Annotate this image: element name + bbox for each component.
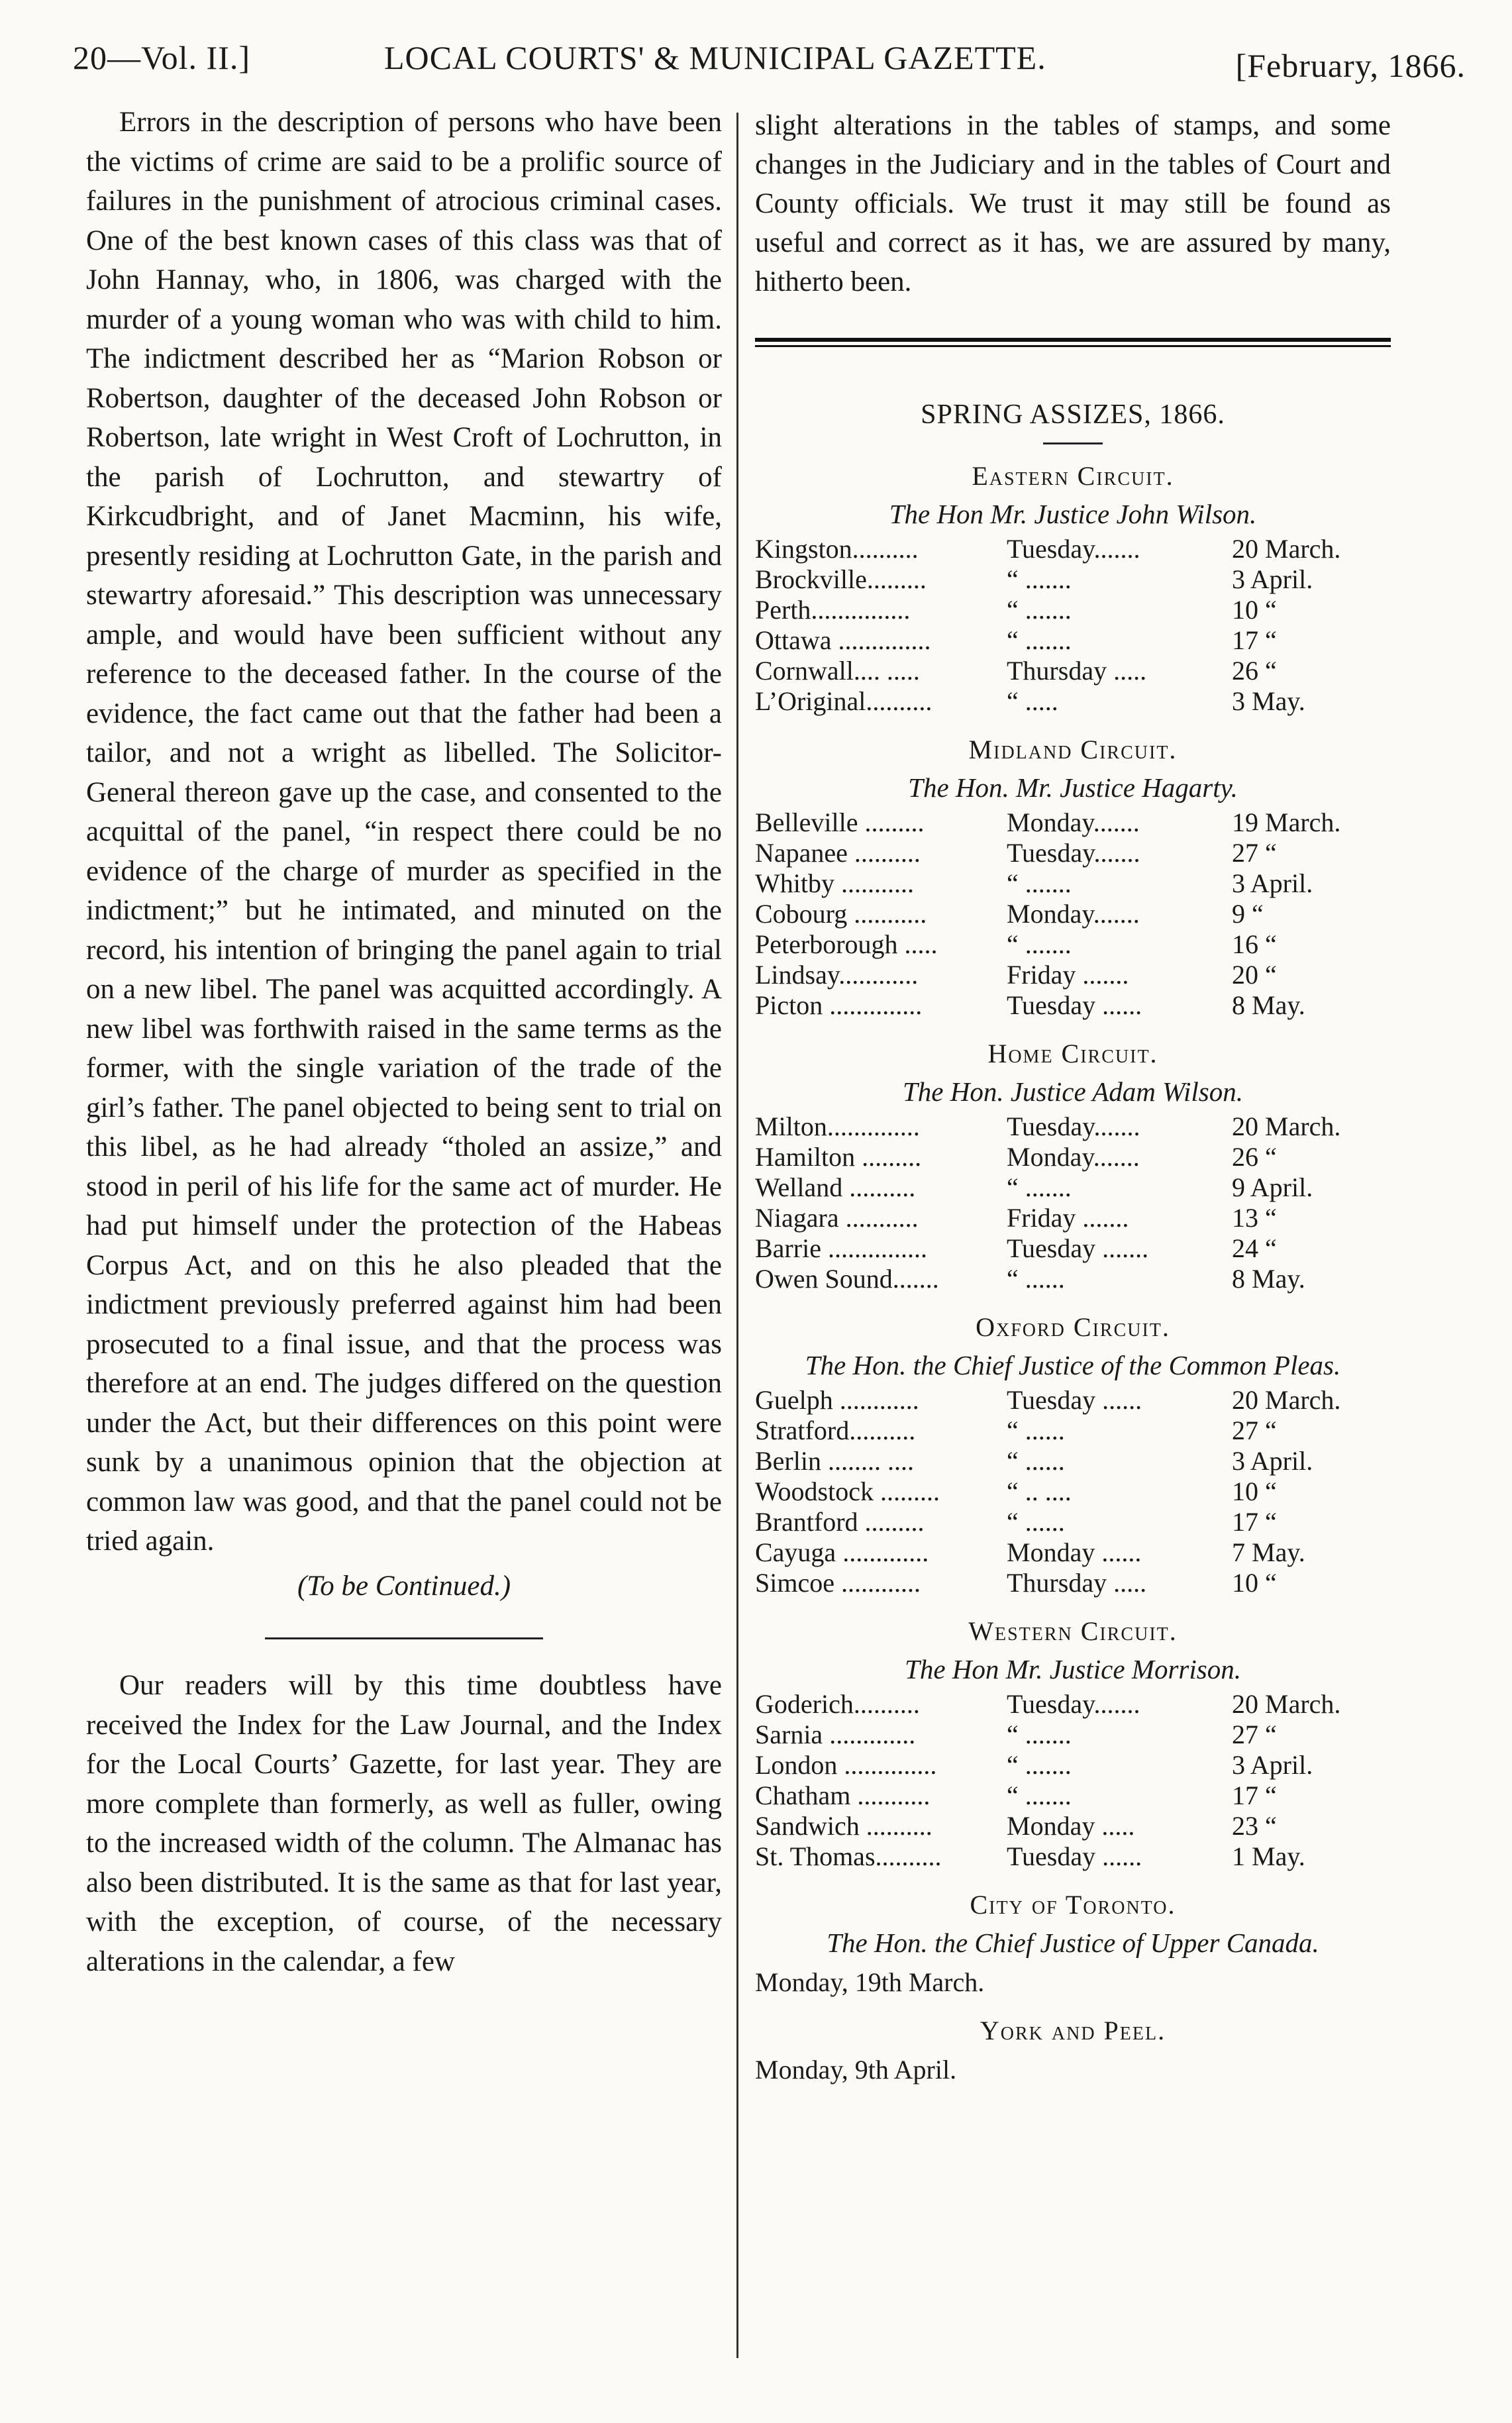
assize-date: 9 April. <box>1232 1172 1313 1202</box>
assize-date: 10 “ <box>1232 595 1277 625</box>
assize-date: 1 May. <box>1232 1841 1305 1871</box>
right-column <box>755 106 1391 2085</box>
assize-day: Thursday ..... <box>1007 656 1147 686</box>
assize-date: 27 “ <box>1232 1416 1277 1445</box>
assize-date: 10 “ <box>1232 1476 1277 1506</box>
assize-day: “ ....... <box>1007 564 1072 594</box>
assize-row <box>755 1233 1391 1264</box>
assize-place: Ottawa .............. <box>755 625 931 655</box>
assize-row <box>755 595 1391 625</box>
assize-row <box>755 929 1391 960</box>
assize-row <box>755 990 1391 1021</box>
assize-row <box>755 1720 1391 1750</box>
assize-place: Cayuga ............. <box>755 1537 929 1567</box>
continued-paragraph: slight alterations in the tables of stamps, and some changes in the Judiciary and in the tables of Court and County officials. We trust it may still be found as useful and correct as it has, we are assured by many, hitherto been. <box>755 110 1391 297</box>
assize-place: Lindsay............ <box>755 960 919 990</box>
assize-place: Guelph ............ <box>755 1385 919 1415</box>
assize-day: “ ...... <box>1007 1446 1065 1476</box>
circuit-heading: Midland Circuit. <box>968 735 1178 764</box>
assize-row <box>755 1689 1391 1720</box>
assize-row <box>755 868 1391 899</box>
assize-row <box>755 1537 1391 1568</box>
page-number: 20—Vol. II.] <box>73 39 251 76</box>
assize-place: Goderich.......... <box>755 1689 920 1719</box>
toronto-date: Monday, 19th March. <box>755 1967 985 1997</box>
assize-date: 17 “ <box>1232 625 1277 655</box>
circuit-justice: The Hon Mr. Justice Morrison. <box>905 1654 1241 1684</box>
circuit-block <box>755 460 1391 717</box>
assize-day: Tuesday....... <box>1007 1689 1140 1719</box>
assize-day: Tuesday ...... <box>1007 990 1142 1020</box>
assize-row <box>755 807 1391 838</box>
assize-date: 20 March. <box>1232 1385 1341 1415</box>
circuit-heading: Home Circuit. <box>987 1039 1158 1068</box>
assize-row <box>755 564 1391 595</box>
assize-day: Friday ....... <box>1007 1203 1129 1233</box>
york-date: Monday, 9th April. <box>755 2055 957 2085</box>
assize-row <box>755 1507 1391 1537</box>
assize-date: 16 “ <box>1232 929 1277 959</box>
section-rule <box>265 1637 543 1639</box>
assize-day: “ .. .... <box>1007 1476 1072 1506</box>
circuit-heading: Eastern Circuit. <box>972 461 1174 491</box>
assize-date: 20 March. <box>1232 534 1341 564</box>
assize-day: Monday ...... <box>1007 1537 1142 1567</box>
assize-day: “ ....... <box>1007 868 1072 898</box>
assize-place: Peterborough ..... <box>755 929 938 959</box>
assize-row <box>755 656 1391 686</box>
assize-place: Sandwich .......... <box>755 1811 932 1841</box>
assize-day: Monday ..... <box>1007 1811 1135 1841</box>
assize-place: Chatham ........... <box>755 1780 931 1810</box>
assize-row <box>755 1446 1391 1476</box>
toronto-heading: City of Toronto. <box>970 1890 1176 1920</box>
assize-place: Owen Sound....... <box>755 1264 939 1294</box>
assize-date: 19 March. <box>1232 807 1341 837</box>
issue-date: [February, 1866. <box>1235 47 1466 84</box>
assize-row <box>755 1568 1391 1598</box>
assize-place: Berlin ........ .... <box>755 1446 914 1476</box>
assize-place: Barrie ............... <box>755 1233 927 1263</box>
assize-row <box>755 1142 1391 1172</box>
title-rule <box>1043 442 1103 444</box>
assize-place: Niagara ........... <box>755 1203 919 1233</box>
circuit-heading: Western Circuit. <box>968 1616 1178 1646</box>
assize-date: 26 “ <box>1232 1142 1277 1172</box>
assize-day: Tuesday ...... <box>1007 1385 1142 1415</box>
assize-place: Picton .............. <box>755 990 923 1020</box>
assize-date: 17 “ <box>1232 1507 1277 1537</box>
circuit-heading: Oxford Circuit. <box>976 1312 1170 1342</box>
to-be-continued: (To be Continued.) <box>297 1570 511 1602</box>
toronto-justice: The Hon. the Chief Justice of Upper Canada. <box>827 1928 1319 1958</box>
assize-place: Welland .......... <box>755 1172 916 1202</box>
assize-place: Brantford ......... <box>755 1507 925 1537</box>
circuit-block <box>755 1312 1391 1598</box>
assize-date: 20 March. <box>1232 1689 1341 1719</box>
assize-date: 7 May. <box>1232 1537 1305 1567</box>
assize-day: Tuesday....... <box>1007 1111 1140 1141</box>
assize-date: 13 “ <box>1232 1203 1277 1233</box>
assize-day: “ ....... <box>1007 595 1072 625</box>
assize-row <box>755 1416 1391 1446</box>
assize-place: St. Thomas.......... <box>755 1841 942 1871</box>
circuit-block <box>755 734 1391 1021</box>
assize-place: Belleville ......... <box>755 807 925 837</box>
assize-place: Perth............... <box>755 595 911 625</box>
assize-day: “ ....... <box>1007 1780 1072 1810</box>
assize-day: Tuesday....... <box>1007 534 1140 564</box>
assize-date: 17 “ <box>1232 1780 1277 1810</box>
assize-date: 26 “ <box>1232 656 1277 686</box>
assize-place: Woodstock ......... <box>755 1476 940 1506</box>
assize-place: Whitby ........... <box>755 868 914 898</box>
assize-day: “ ....... <box>1007 1750 1072 1780</box>
assize-day: “ ....... <box>1007 1172 1072 1202</box>
assize-date: 3 April. <box>1232 564 1313 594</box>
assize-row <box>755 686 1391 717</box>
assize-row <box>755 1385 1391 1416</box>
index-paragraph: Our readers will by this time doubtless have received the Index for the Law Journal, and the Index for the Local Courts’ Gazette, for last year. They are more complete than formerly, as well as fuller, owing to the increased width of the column. The Almanac has also been distributed. It is the same as that for last year, with the exception, of course, of the necessary alterations in the calendar, a few <box>86 1670 722 1977</box>
assize-date: 24 “ <box>1232 1233 1277 1263</box>
assize-place: Napanee .......... <box>755 838 921 868</box>
assize-place: Hamilton ......... <box>755 1142 922 1172</box>
assize-row <box>755 1841 1391 1872</box>
assize-day: Monday....... <box>1007 899 1140 929</box>
assize-row <box>755 534 1391 564</box>
assize-day: “ ....... <box>1007 1720 1072 1749</box>
assize-row <box>755 1264 1391 1294</box>
assize-date: 20 March. <box>1232 1111 1341 1141</box>
assize-row <box>755 1780 1391 1811</box>
assize-day: Friday ....... <box>1007 960 1129 990</box>
assize-date: 27 “ <box>1232 838 1277 868</box>
assize-date: 9 “ <box>1232 899 1264 929</box>
assize-row <box>755 625 1391 656</box>
circuit-justice: The Hon Mr. Justice John Wilson. <box>889 499 1257 529</box>
circuit-justice: The Hon. the Chief Justice of the Common Pleas. <box>805 1350 1341 1380</box>
assize-date: 8 May. <box>1232 1264 1305 1294</box>
assize-day: Tuesday....... <box>1007 838 1140 868</box>
assize-place: Stratford.......... <box>755 1416 916 1445</box>
page-header <box>73 26 1466 86</box>
assize-day: “ ..... <box>1007 686 1058 716</box>
assize-row <box>755 899 1391 929</box>
assize-day: Tuesday ....... <box>1007 1233 1149 1263</box>
assize-row <box>755 1111 1391 1142</box>
assize-place: Sarnia ............. <box>755 1720 916 1749</box>
assize-date: 3 April. <box>1232 1750 1313 1780</box>
assize-date: 3 April. <box>1232 1446 1313 1476</box>
assize-row <box>755 1203 1391 1233</box>
assize-row <box>755 960 1391 990</box>
assize-place: Cobourg ........... <box>755 899 927 929</box>
assize-date: 3 May. <box>1232 686 1305 716</box>
assize-place: London .............. <box>755 1750 937 1780</box>
assize-place: Milton.............. <box>755 1111 920 1141</box>
assize-place: Simcoe ............ <box>755 1568 921 1598</box>
assize-date: 23 “ <box>1232 1811 1277 1841</box>
circuit-justice: The Hon. Mr. Justice Hagarty. <box>908 772 1238 803</box>
assize-row <box>755 1476 1391 1507</box>
circuit-justice: The Hon. Justice Adam Wilson. <box>903 1076 1243 1107</box>
assize-place: Brockville......... <box>755 564 927 594</box>
assize-place: L’Original.......... <box>755 686 932 716</box>
assize-day: “ ...... <box>1007 1264 1065 1294</box>
circuit-list <box>755 460 1391 1872</box>
article-paragraph: Errors in the description of persons who have been the victims of crime are said to be a prolific source of failures in the punishment of atrocious criminal cases. One of the best known cases of this class was that of John Hannay, who, in 1806, was charged with the murder of a young woman who was with child to him. The indictment described her as “Marion Robson or Robertson, daughter of the deceased John Robson or Robertson, late wright in West Croft of Lochrutton, in the parish of Lochrutton, and stewartry of Kirkcudbright, and of Janet Macminn, his wife, presently residing at Lochrutton Gate, in the parish and stewartry aforesaid.” This description was unnecessary ample, and would have been sufficient without any reference to the deceased father. In the course of the evidence, the fact came out that the father had been a tailor, and not a wright as libelled. The Solicitor-General thereon gave up the case, and consented to the acquittal of the panel, “in respect there could be no evidence of the charge of murder as specified in the indictment;” but he intimated, and minuted on the record, his intention of bringing the panel again to trial on a new libel. The panel was acquitted accordingly. A new libel was forthwith raised in the same terms as the former, with the single variation of the trade of the girl’s father. The panel objected to being sent to trial on this libel, as he had already “tholed an assize,” and stood in peril of his life for the same act of murder. He had put himself under the protection of the Habeas Corpus Act, and on this he also pleaded that the indictment previously preferred against him had been prosecuted to a final issue, and that the process was therefore at an end. The judges differed on the question under the Act, but their differences on this point were sunk by a unanimous opinion that the objection at common law was good, and that the panel could not be tried again. <box>86 107 722 1557</box>
assize-date: 20 “ <box>1232 960 1277 990</box>
assize-row <box>755 1750 1391 1780</box>
assize-date: 8 May. <box>1232 990 1305 1020</box>
assize-day: Thursday ..... <box>1007 1568 1147 1598</box>
assize-day: Tuesday ...... <box>1007 1841 1142 1871</box>
assize-date: 10 “ <box>1232 1568 1277 1598</box>
assize-row <box>755 1172 1391 1203</box>
assize-row <box>755 838 1391 868</box>
assize-day: Monday....... <box>1007 1142 1140 1172</box>
assizes-title: SPRING ASSIZES, 1866. <box>921 399 1225 430</box>
publication-title: LOCAL COURTS' & MUNICIPAL GAZETTE. <box>384 39 1046 76</box>
assize-row <box>755 1811 1391 1841</box>
assize-day: Monday....... <box>1007 807 1140 837</box>
circuit-block <box>755 1616 1391 1872</box>
double-rule <box>755 338 1391 347</box>
assize-date: 3 April. <box>1232 868 1313 898</box>
assize-date: 27 “ <box>1232 1720 1277 1749</box>
assize-place: Cornwall.... ..... <box>755 656 920 686</box>
assize-day: “ ...... <box>1007 1507 1065 1537</box>
assize-place: Kingston.......... <box>755 534 919 564</box>
circuit-block <box>755 1038 1391 1294</box>
york-heading: York and Peel. <box>980 2016 1166 2045</box>
assize-day: “ ....... <box>1007 929 1072 959</box>
assize-day: “ ...... <box>1007 1416 1065 1445</box>
left-column <box>86 103 722 1981</box>
column-divider <box>736 113 738 2358</box>
assize-day: “ ....... <box>1007 625 1072 655</box>
